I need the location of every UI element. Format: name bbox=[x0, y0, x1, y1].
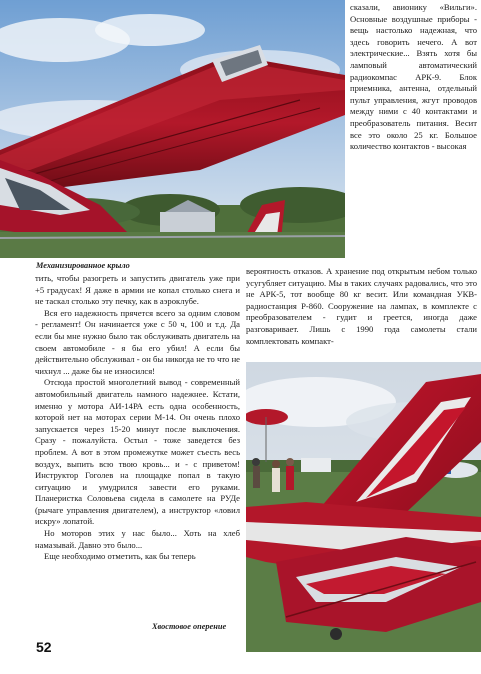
wing-photo-caption: Механизированное крыло bbox=[36, 261, 130, 270]
right-column-text bbox=[350, 2, 477, 153]
left-paragraph-2: Вся его надежность прячется всего за одним словом - регламент! Он начинается уже с 50 ч, 100 и т.д. Да если бы мне нужно было так обслуживать двигатель на своем автомобиле - я бы его убил! А если бы действительно обслуживал - он бы никогда не то что не чихнул ... даже бы не износился! bbox=[35, 307, 240, 376]
tail-photo bbox=[246, 362, 481, 652]
left-column-text bbox=[35, 273, 240, 563]
wing-photo bbox=[0, 0, 345, 258]
left-paragraph-4: Но моторов этих у нас было... Хоть на хлеб намазывай. Давно это было... bbox=[35, 528, 240, 550]
wide-column-text bbox=[246, 266, 477, 347]
tail-photo-caption: Хвостовое оперение bbox=[152, 622, 227, 631]
page-number: 52 bbox=[36, 639, 52, 655]
wide-column-paragraph: вероятность отказов. А хранение под открытым небом только усугубляет ситуацию. Мы в таких случаях радовались, что это не АРК-5, тот вообще 80 кг весит. Или командная УКВ-радиостанция Р-860. Сооружение на лампах, в комплекте с преобразователем - гудит и греется, иногда даже разговаривает. Лишь с 1990 года самолеты стали комплектовать компакт- bbox=[246, 266, 477, 346]
left-paragraph-1: тить, чтобы разогреть и запустить двигатель уже при +5 градусах! Я даже в армии не копал столько снега и не таскал столько эту печку, как в аэроклубе. bbox=[35, 273, 240, 307]
left-paragraph-5: Еще необходимо отметить, как бы теперь bbox=[44, 551, 196, 562]
right-column-paragraph: сказали, авионику «Вильги». Основные воздушные приборы - вещь настолько надежная, что здесь говорить нечего. А вот электрические... Взять хотя бы ламповый автоматический радиокомпас АРК-9. Блок приемника, антенна, отдельный пульт управления, жгут проводов между ними с 40 контактами и преобразователь питания. Весит все это около 25 кг. Большое количество контактов - высокая bbox=[350, 2, 477, 152]
left-paragraph-3: Отсюда простой многолетний вывод - современный автомобильный двигатель намного надежнее. Кстати, именно у мотора АИ-14РА есть одна особенность, которой нет на моторах серии М-14. Он очень плохо запускается через 15-20 минут после выключения. Сразу - пожалуйста. Остыл - тоже заведется без проблем. А вот в этом промежутке может съесть весь воздух, выпить всю твою кровь... и - с приветом! Инструктор Гоголев на площадке попал в такую ситуацию и умудрился завести его руками. Планеристка Соловьева сидела в самолете на РУДе (рычаге управления двигателем), а инструктор «ловил искру» лопатой. bbox=[35, 377, 240, 527]
